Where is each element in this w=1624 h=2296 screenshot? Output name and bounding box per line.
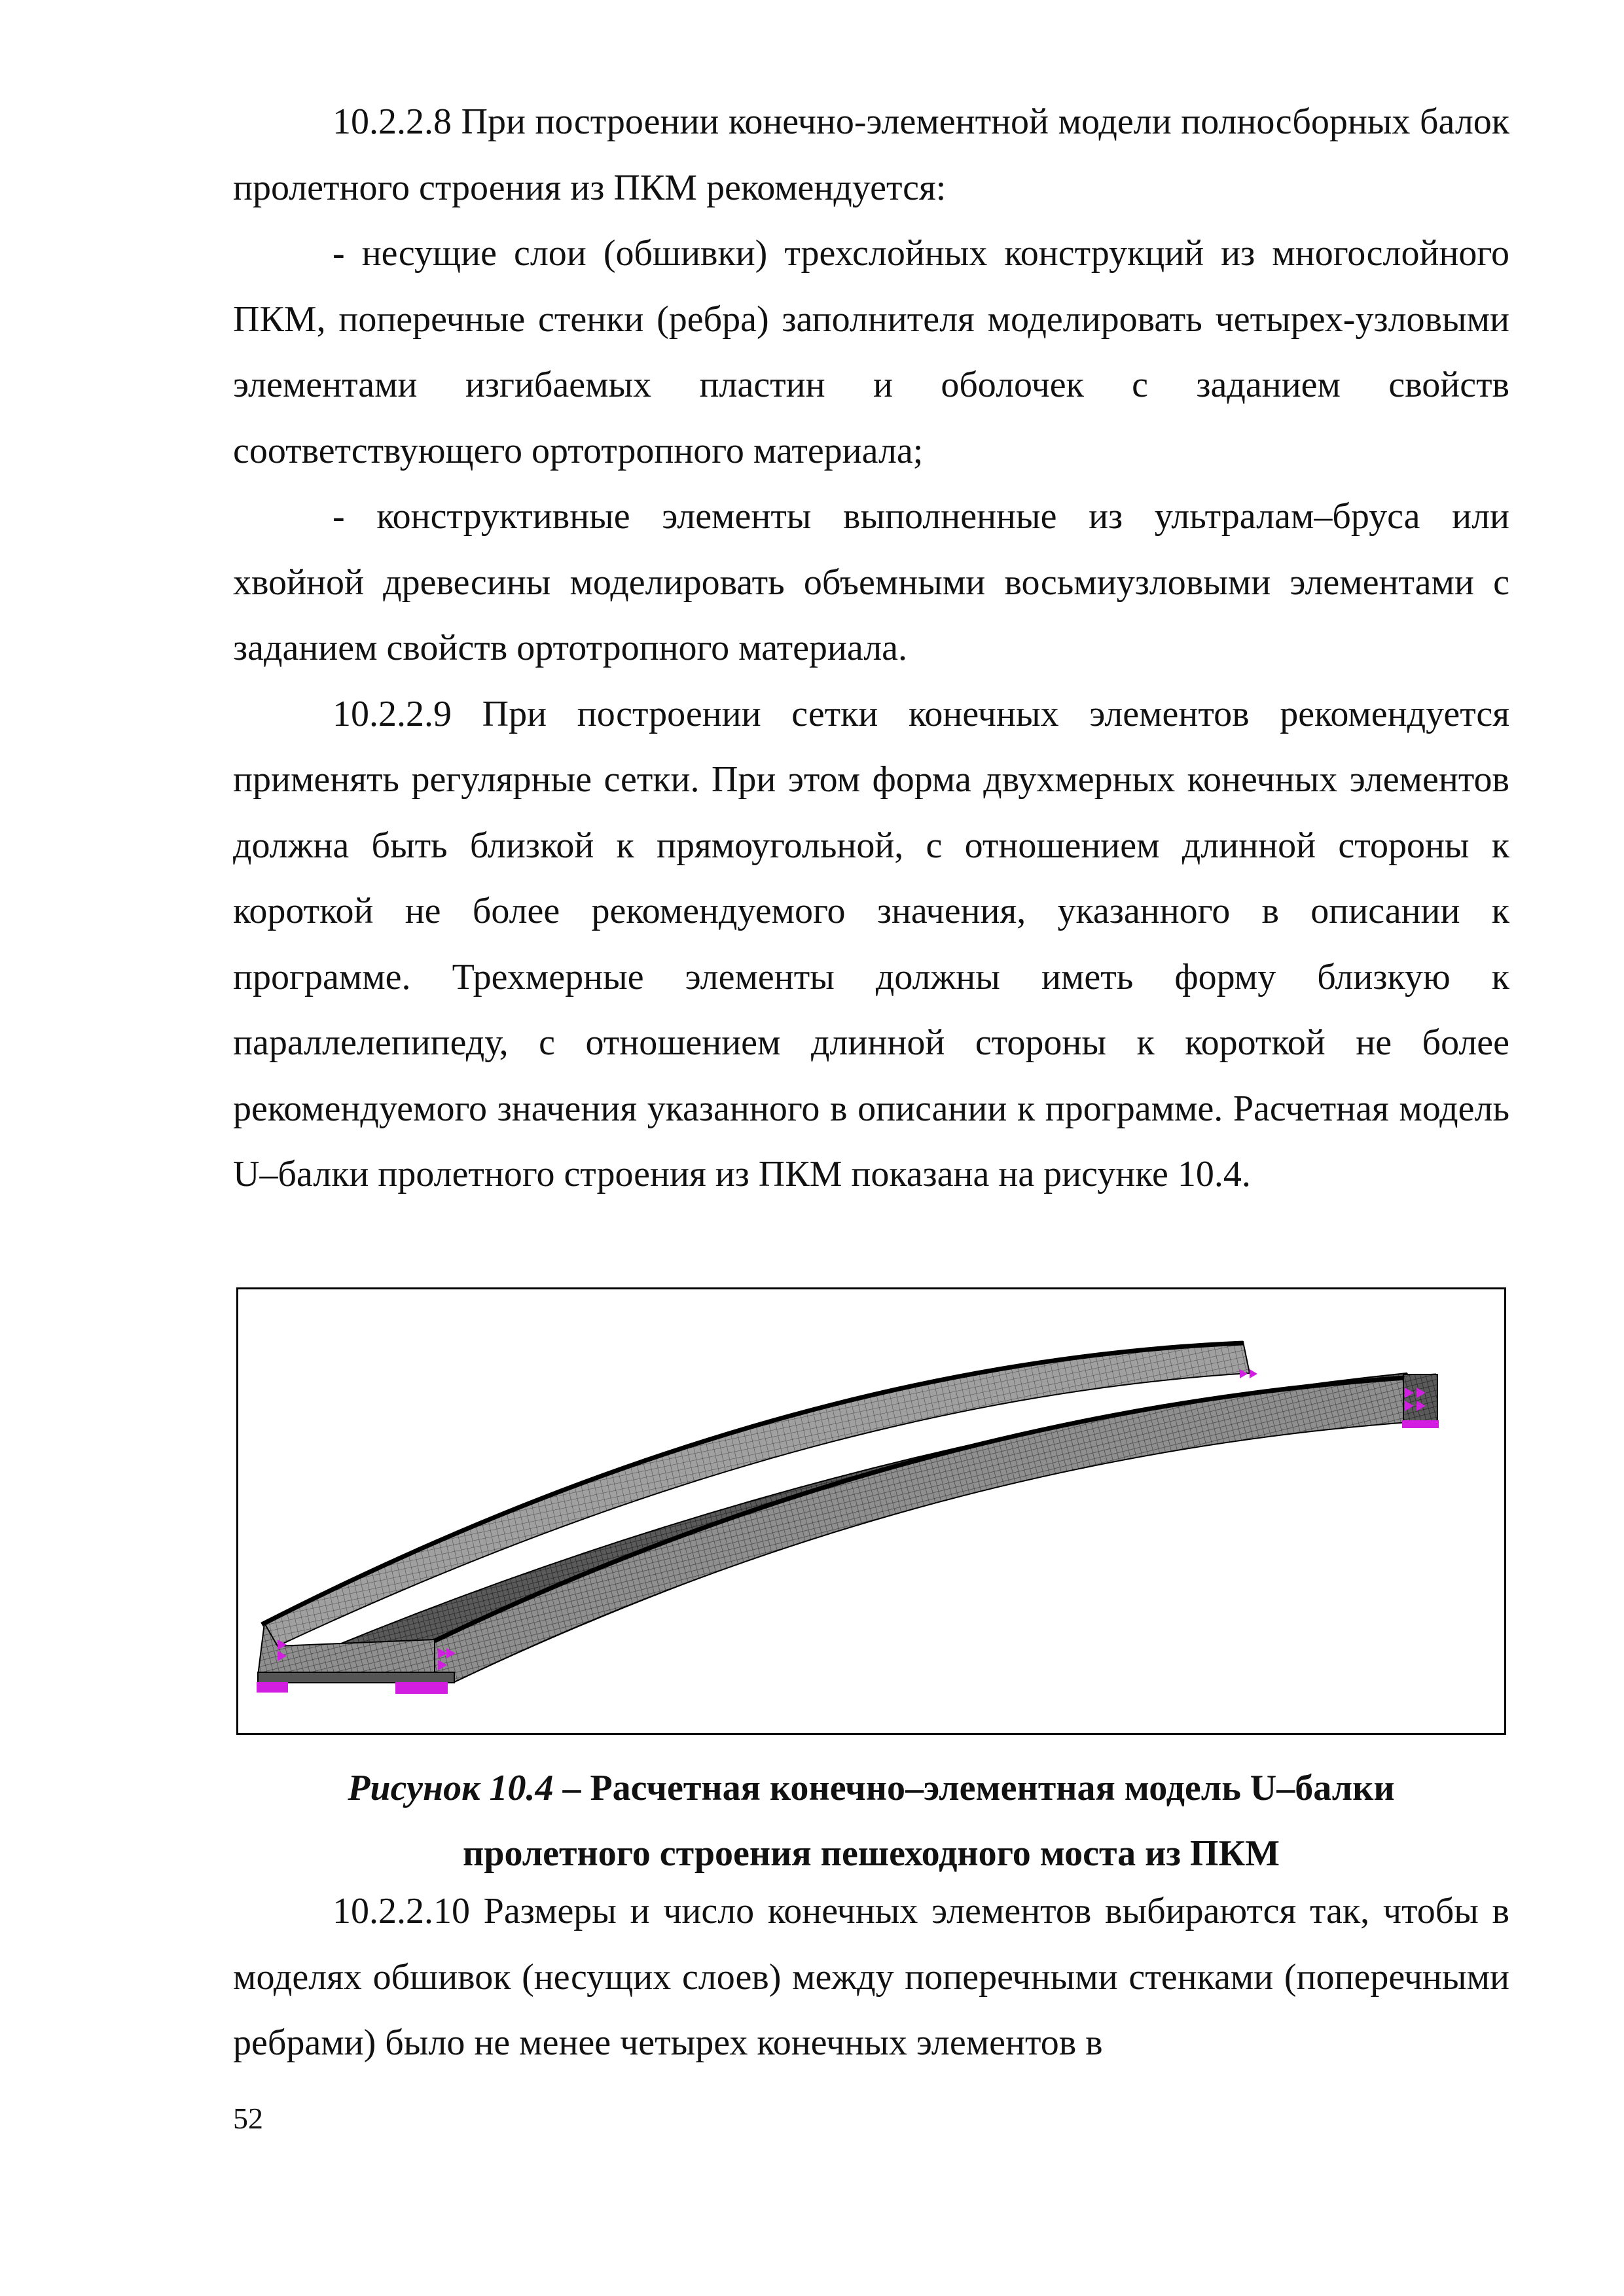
figure-10-4-frame: [236, 1287, 1506, 1735]
beam-near-wall: [435, 1374, 1436, 1682]
beam-far-wall: [262, 1342, 1250, 1646]
paragraph-bullet-skin-layers: - несущие слои (обшивки) трехслойных конструкций из многослойного ПКМ, поперечные стенки (ребра) заполнителя моделировать четырех-узловыми элементами изгибаемых пластин и оболочек с заданием свойств соответствующего ортотропного материала;: [233, 233, 1509, 471]
paragraph-10-2-2-8: 10.2.2.8 При построении конечно-элементной модели полносборных балок пролетного строения из ПКМ рекомендуется:: [233, 101, 1509, 208]
caption-title-part-1: Расчетная конечно–элементная модель U–балки: [590, 1768, 1395, 1808]
caption-line-2: пролетного строения пешеходного моста из ПКМ: [463, 1833, 1280, 1874]
paragraph-10-2-2-9: 10.2.2.9 При построении сетки конечных элементов рекомендуется применять регулярные сетки. При этом форма двухмерных конечных элементов должна быть близкой к прямоугольной, с отношением длинной стороны к короткой не более рекомендуемого значения, указанного в описании к программе. Трехмерные элементы должны иметь форму близкую к параллелепипеду, с отношением длинной стороны к короткой не более рекомендуемого значения указанного в описании к программе. Расчетная модель U–балки пролетного строения из ПКМ показана на рисунке 10.4.: [233, 693, 1509, 1194]
body-text-top: [233, 89, 1509, 1208]
figure-10-4-caption: [233, 1755, 1509, 1886]
caption-label: Рисунок 10.4: [348, 1768, 554, 1808]
fe-model-illustration: [238, 1289, 1504, 1733]
paragraph-bullet-structural-elements: - конструктивные элементы выполненные из ультралам–бруса или хвойной древесины моделировать объемными восьмиузловыми элементами с заданием свойств ортотропного материала.: [233, 496, 1509, 668]
page-number: 52: [233, 2102, 263, 2135]
beam-far-end-face: [1403, 1374, 1437, 1422]
body-text-bottom: [233, 1878, 1509, 2076]
beam-end-base: [258, 1672, 454, 1683]
paragraph-10-2-2-10: 10.2.2.10 Размеры и число конечных элементов выбираются так, чтобы в моделях обшивок (несущих слоев) между поперечными стенками (поперечными ребрами) было не менее четырех конечных элементов в: [233, 1891, 1509, 2063]
caption-line-1: [233, 1755, 1509, 1821]
caption-dash: –: [553, 1768, 590, 1808]
